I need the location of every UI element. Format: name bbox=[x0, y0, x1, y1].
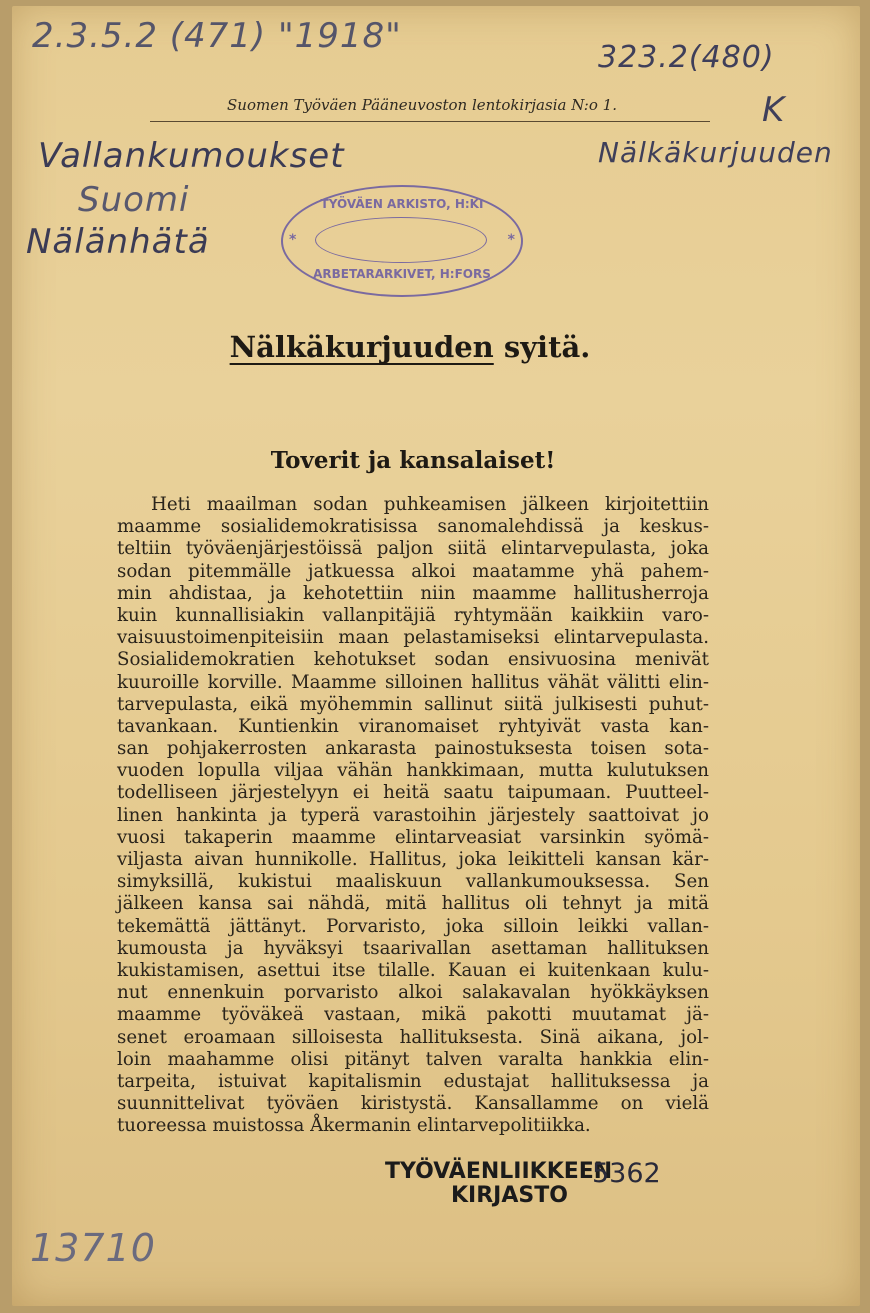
body-line: tavankaan. Kuntienkin viranomaiset ryhtyivät vasta kan- bbox=[117, 715, 709, 737]
stamp-star-right: * bbox=[507, 232, 515, 248]
archive-stamp bbox=[281, 185, 523, 297]
archive-stamp-top: TYÖVÄEN ARKISTO, H:KI bbox=[320, 197, 484, 211]
handwritten-keyword-3: Nälänhätä bbox=[26, 222, 210, 262]
greeting-heading: Toverit ja kansalaiset! bbox=[270, 447, 556, 474]
body-line: loin maahamme olisi pitänyt talven varalta hankkia elin- bbox=[117, 1048, 709, 1070]
handwritten-keyword-2: Suomi bbox=[78, 180, 190, 220]
body-line: tarvepulasta, eikä myöhemmin sallinut siitä julkisesti puhut- bbox=[117, 693, 709, 715]
body-line: kumousta ja hyväksyi tsaarivallan asettaman hallituksen bbox=[117, 937, 709, 959]
body-line: teltiin työväenjärjestöissä paljon siitä elintarvepulasta, joka bbox=[117, 538, 709, 560]
library-accession-number: 5362 bbox=[592, 1158, 661, 1189]
body-line: todelliseen järjestelyyn ei heitä saatu taipumaan. Puutteel- bbox=[117, 782, 709, 804]
title-underlined-word: Nälkäkurjuuden bbox=[229, 330, 494, 364]
body-line: simyksillä, kukistui maaliskuun vallankumouksessa. Sen bbox=[117, 871, 709, 893]
body-line: vuoden lopulla viljaa vähän hankkimaan, mutta kulutuksen bbox=[117, 760, 709, 782]
body-line: min ahdistaa, ja kehotettiin niin maamme hallitusherroja bbox=[117, 582, 709, 604]
handwritten-catalog-number: 2.3.5.2 (471) "1918" bbox=[32, 16, 402, 56]
archive-stamp-bottom: ARBETARARKIVET, H:FORS bbox=[313, 267, 491, 281]
body-line: kuuroille korville. Maamme silloinen hallitus vähät välitti elin- bbox=[117, 671, 709, 693]
body-line: nut ennenkuin porvaristo alkoi salakavalan hyökkäyksen bbox=[117, 982, 709, 1004]
title-rest: syitä. bbox=[503, 330, 591, 364]
body-line: maamme sosialidemokratisissa sanomalehdissä ja keskus- bbox=[117, 516, 709, 538]
body-line: senet eroamaan silloisesta hallituksesta. Sinä aikana, jol- bbox=[117, 1026, 709, 1048]
body-line: tuoreessa muistossa Åkermanin elintarvepolitiikka. bbox=[117, 1115, 591, 1137]
body-line: Heti maailman sodan puhkeamisen jälkeen kirjoitettiin bbox=[151, 494, 709, 515]
body-line: vuosi takaperin maamme elintarveasiat varsinkin syömä- bbox=[117, 826, 709, 848]
series-header: Suomen Työväen Pääneuvoston lentokirjasia N:o 1. bbox=[227, 96, 617, 114]
body-line: tarpeita, istuivat kapitalismin edustajat hallituksessa ja bbox=[117, 1070, 709, 1092]
handwritten-letter-k: K bbox=[762, 90, 786, 130]
body-line: tekemättä jättänyt. Porvaristo, joka silloin leikki vallan- bbox=[117, 915, 709, 937]
body-line: viljasta aivan hunnikolle. Hallitus, joka leikitteli kansan kär- bbox=[117, 849, 709, 870]
body-line: sodan pitemmälle jatkuessa alkoi maatamme yhä pahem- bbox=[117, 560, 709, 582]
handwritten-class-number: 323.2(480) bbox=[598, 40, 775, 75]
library-stamp bbox=[385, 1160, 612, 1208]
body-line: suunnittelivat työväen kiristystä. Kansallamme on vielä bbox=[117, 1093, 709, 1115]
archive-stamp-inner-oval bbox=[315, 217, 487, 263]
body-line: jälkeen kansa sai nähdä, mitä hallitus oli tehnyt ja mitä bbox=[117, 893, 709, 915]
handwritten-inventory-number: 13710 bbox=[30, 1226, 156, 1270]
stamp-star-left: * bbox=[289, 232, 297, 248]
library-stamp-line1: TYÖVÄENLIIKKEEN bbox=[385, 1159, 613, 1184]
library-stamp-line2: KIRJASTO bbox=[451, 1183, 568, 1208]
document-title bbox=[0, 330, 820, 364]
body-text bbox=[117, 494, 709, 1137]
body-line: linen hankinta ja typerä varastoihin järjestely saattoivat jo bbox=[117, 804, 709, 826]
header-rule bbox=[150, 121, 710, 122]
body-line: maamme työväkeä vastaan, mikä pakotti muutamat jä- bbox=[117, 1004, 709, 1026]
body-line: san pohjakerrosten ankarasta painostuksesta toisen sota- bbox=[117, 738, 709, 760]
body-line: kuin kunnallisiakin vallanpitäjiä ryhtymään kaikkiin varo- bbox=[117, 604, 709, 626]
handwritten-keyword-1: Vallankumoukset bbox=[38, 136, 345, 176]
handwritten-keyword-right: Nälkäkurjuuden bbox=[598, 136, 833, 169]
body-line: Sosialidemokratien kehotukset sodan ensivuosina menivät bbox=[117, 649, 709, 671]
body-line: vaisuustoimenpiteisiin maan pelastamiseksi elintarvepulasta. bbox=[117, 627, 709, 649]
body-line: kukistamisen, asettui itse tilalle. Kauan ei kuitenkaan kulu- bbox=[117, 959, 709, 981]
